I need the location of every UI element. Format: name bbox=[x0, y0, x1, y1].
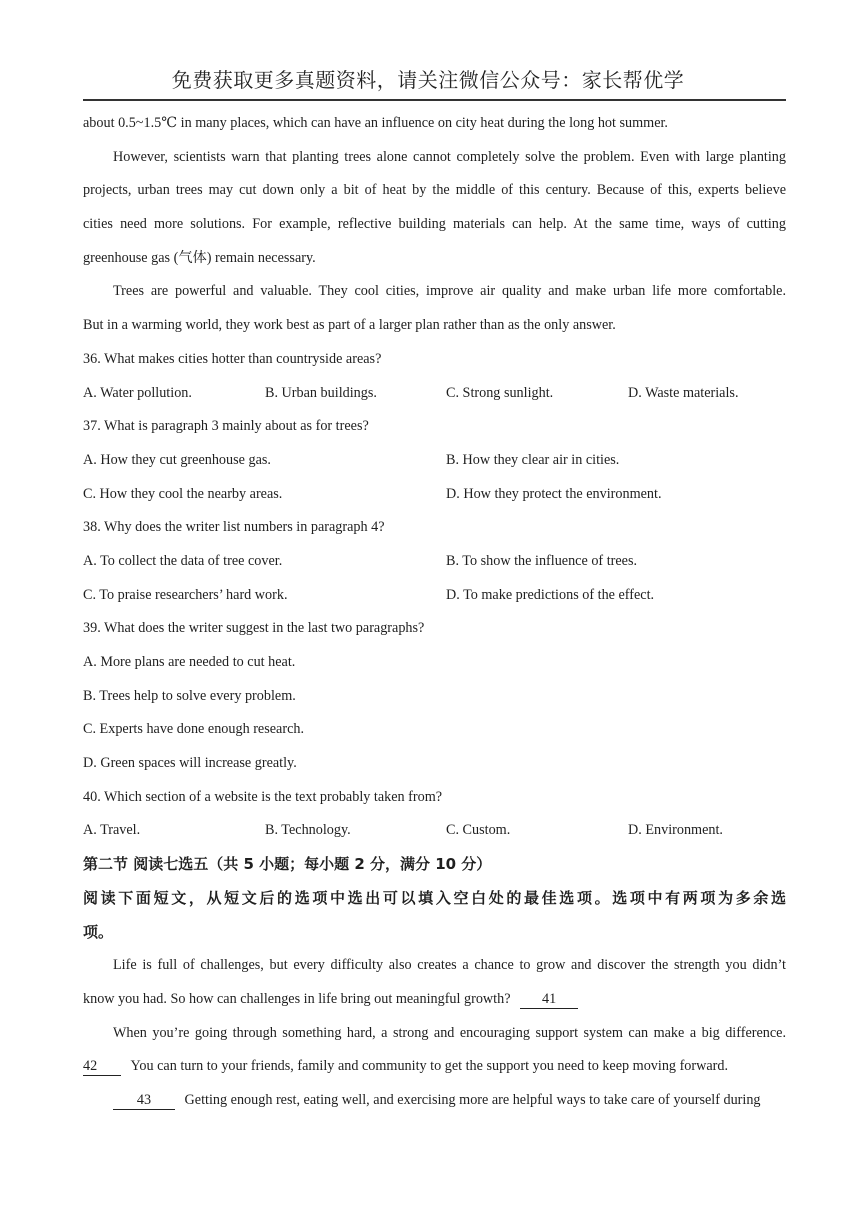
page-header-banner: 免费获取更多真题资料，请关注微信公众号：家长帮优学 bbox=[171, 68, 685, 92]
header-divider bbox=[83, 99, 786, 101]
option-c: C. Custom. bbox=[446, 822, 511, 839]
passage-line: But in a warming world, they work best as part of a larger plan rather than as the only answer. bbox=[83, 317, 616, 334]
option-b: B. How they clear air in cities. bbox=[446, 451, 620, 468]
question-36-options bbox=[83, 377, 786, 411]
option-b: B. To show the influence of trees. bbox=[446, 552, 638, 569]
blank-43: 43 bbox=[113, 1091, 175, 1110]
question-37-options-row2 bbox=[83, 478, 786, 512]
option-d: D. Environment. bbox=[628, 822, 723, 839]
blank-41: 41 bbox=[520, 990, 578, 1009]
option-a: A. Water pollution. bbox=[83, 384, 192, 401]
passage-text: Getting enough rest, eating well, and exercising more are helpful ways to take care of yourself during bbox=[184, 1091, 761, 1108]
option-c: C. Experts have done enough research. bbox=[83, 721, 305, 738]
option-d: D. Green spaces will increase greatly. bbox=[83, 755, 297, 772]
option-a: A. How they cut greenhouse gas. bbox=[83, 451, 271, 468]
option-d: D. How they protect the environment. bbox=[446, 485, 662, 502]
option-b: B. Urban buildings. bbox=[265, 384, 377, 401]
passage-line bbox=[83, 1084, 786, 1118]
section-2-title: 第二节 阅读七选五（共 5 小题；每小题 2 分，满分 10 分） bbox=[83, 855, 492, 874]
option-c: C. Strong sunlight. bbox=[446, 384, 554, 401]
passage-line: projects, urban trees may cut down only a bit of heat by the middle of this century. Because of this, experts believe bbox=[83, 182, 786, 199]
passage-text: You can turn to your friends, family and community to get the support you need to keep moving forward. bbox=[130, 1058, 729, 1075]
question-37-stem: 37. What is paragraph 3 mainly about as for trees? bbox=[83, 418, 369, 435]
question-40-options bbox=[83, 814, 786, 848]
passage-line bbox=[83, 983, 786, 1017]
passage-line: Trees are powerful and valuable. They cool cities, improve air quality and make urban life more comfortable. bbox=[113, 283, 786, 300]
option-b: B. Technology. bbox=[265, 822, 351, 839]
question-37-options-row1 bbox=[83, 444, 786, 478]
blank-42: 42 bbox=[83, 1057, 121, 1076]
question-38-stem: 38. Why does the writer list numbers in paragraph 4? bbox=[83, 519, 385, 536]
page-content bbox=[83, 107, 786, 1118]
option-a: A. More plans are needed to cut heat. bbox=[83, 654, 296, 670]
option-c: C. How they cool the nearby areas. bbox=[83, 485, 283, 502]
option-c: C. To praise researchers’ hard work. bbox=[83, 586, 288, 603]
question-39-stem: 39. What does the writer suggest in the last two paragraphs? bbox=[83, 620, 425, 637]
question-40-stem: 40. Which section of a website is the text probably taken from? bbox=[83, 788, 443, 805]
section-2-instructions-cont: 项。 bbox=[83, 922, 114, 941]
option-a: A. To collect the data of tree cover. bbox=[83, 552, 283, 569]
passage-line: about 0.5~1.5℃ in many places, which can have an influence on city heat during the long hot summer. bbox=[83, 115, 668, 131]
section-2-instructions: 阅读下面短文，从短文后的选项中选出可以填入空白处的最佳选项。选项中有两项为多余选 bbox=[83, 888, 786, 907]
passage-line: When you’re going through something hard, a strong and encouraging support system can make a big difference. bbox=[113, 1024, 786, 1041]
passage-text: know you had. So how can challenges in life bring out meaningful growth? bbox=[83, 990, 511, 1007]
option-a: A. Travel. bbox=[83, 822, 141, 839]
question-38-options-row1 bbox=[83, 545, 786, 579]
option-d: D. To make predictions of the effect. bbox=[446, 586, 655, 603]
passage-line: greenhouse gas (气体) remain necessary. bbox=[83, 249, 316, 266]
option-d: D. Waste materials. bbox=[628, 384, 739, 401]
passage-line: Life is full of challenges, but every difficulty also creates a chance to grow and discover the strength you didn’t bbox=[113, 957, 786, 974]
passage-line: cities need more solutions. For example, reflective building materials can help. At the same time, ways of cutting bbox=[83, 216, 786, 233]
passage-line bbox=[83, 1050, 786, 1084]
passage-line: However, scientists warn that planting trees alone cannot completely solve the problem. Even with large planting bbox=[113, 148, 786, 165]
question-36-stem: 36. What makes cities hotter than countryside areas? bbox=[83, 350, 382, 367]
option-b: B. Trees help to solve every problem. bbox=[83, 687, 296, 704]
question-38-options-row2 bbox=[83, 579, 786, 613]
